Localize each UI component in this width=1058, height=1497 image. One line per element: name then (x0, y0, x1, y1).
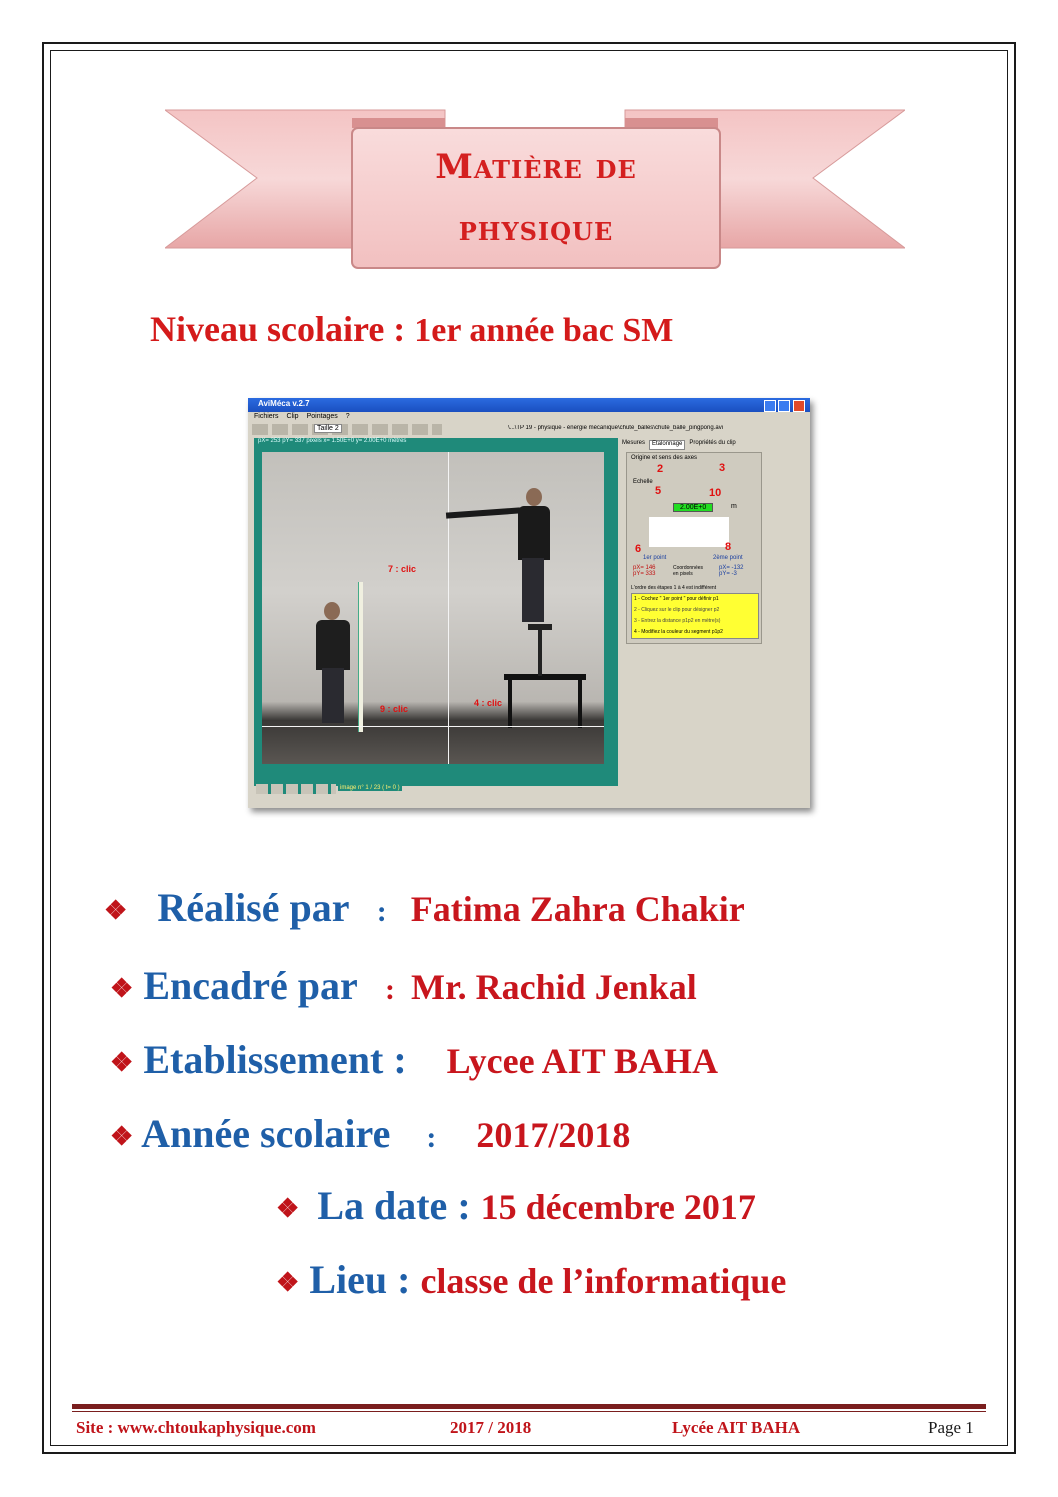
lieu-line (276, 1256, 786, 1303)
etab-label: Etablissement : (143, 1037, 407, 1082)
banner-line2: physique (458, 209, 614, 249)
niveau-line (150, 308, 673, 350)
tab-proprietes: Propriétés du clip (689, 440, 736, 446)
scale-label: Echelle (633, 479, 653, 485)
annotation-5: 5 (655, 485, 662, 497)
encadre-label: Encadré par (143, 963, 358, 1008)
clip-path: \...\TP 19 - physique - énergie mécanique\chute_balles\chute_balle_pingpong.avi (508, 425, 724, 431)
size-selector: Taille 2 (314, 424, 342, 433)
step-3: 3 - Entrez la distance p1p2 en mètre(s) (634, 618, 721, 624)
avimeca-screenshot (248, 398, 810, 808)
coord-note: Coordonnées en pixels (673, 565, 704, 577)
annotation-2: 2 (657, 463, 664, 475)
tab-etalonnage: Etalonnage (649, 440, 685, 450)
point1-label: 1er point (643, 555, 667, 561)
date-value: 15 décembre 2017 (480, 1187, 756, 1227)
step-4: 4 - Modifiez la couleur du segment p1p2 (634, 629, 723, 635)
footer-rule-thin (72, 1411, 986, 1412)
encadre-line (110, 962, 697, 1009)
menu-pointages: Pointages (306, 413, 338, 420)
diamond-bullet-icon: ❖ (110, 1122, 134, 1151)
annee-sep: : (426, 1121, 437, 1154)
scale-diagram (649, 517, 729, 547)
coords-bar (254, 438, 618, 446)
annee-value: 2017/2018 (476, 1115, 631, 1155)
menu-bar (254, 413, 350, 423)
floor-line (262, 726, 604, 727)
coords-readout: pX= 253 pY= 337 pixels x= 1.50E+0 y= 2.00E+0 mètres (258, 438, 407, 444)
diamond-bullet-icon: ❖ (276, 1268, 300, 1297)
banner-line1: Matière de (435, 147, 637, 187)
footer-rule (72, 1404, 986, 1409)
video-image (262, 452, 604, 764)
etab-line (110, 1036, 718, 1083)
steps-title: L'ordre des étapes 1 à 4 est indifférent (631, 585, 717, 591)
step-1: 1 - Cochez " 1er point " pour définir p1 (634, 596, 719, 602)
diamond-bullet-icon: ❖ (276, 1194, 300, 1223)
window-title: AviMéca v.2.7 (258, 399, 310, 408)
tab-mesures: Mesures (622, 440, 646, 446)
vertical-guide (448, 452, 449, 764)
date-label: La date : (317, 1183, 471, 1228)
diamond-bullet-icon: ❖ (104, 896, 128, 925)
measuring-stick (358, 582, 363, 732)
calibration-panel (626, 452, 762, 644)
annee-line (110, 1110, 630, 1157)
playback-controls (256, 784, 336, 794)
point2-label: 2ème point (713, 555, 743, 561)
p2-coords: pX= -132 pY= -3 (719, 565, 744, 577)
window-titlebar (248, 398, 810, 412)
annotation-6: 6 (635, 543, 642, 555)
minimize-icon (764, 400, 776, 412)
footer-year: 2017 / 2018 (450, 1418, 532, 1437)
steps-box (631, 593, 759, 639)
toolbar (252, 423, 806, 437)
lieu-value: classe de l’informatique (420, 1261, 787, 1301)
footer-school: Lycée AIT BAHA (672, 1418, 801, 1437)
annee-label: Année scolaire (141, 1111, 391, 1156)
lieu-label: Lieu : (309, 1257, 411, 1302)
diamond-bullet-icon: ❖ (110, 1048, 134, 1077)
diamond-bullet-icon: ❖ (110, 974, 134, 1003)
table (504, 674, 586, 680)
encadre-sep: : (385, 973, 396, 1006)
annotation-clic4: 4 : clic (474, 698, 503, 708)
realise-label: Réalisé par (157, 885, 349, 930)
date-line (276, 1182, 756, 1229)
origin-label: Origine et sens des axes (631, 455, 698, 461)
banner-title (352, 128, 720, 268)
footer-page: Page 1 (928, 1418, 974, 1437)
niveau-label: Niveau scolaire : (150, 309, 406, 349)
annotation-clic7: 7 : clic (388, 564, 417, 574)
annotation-10: 10 (709, 487, 722, 499)
annotation-clic9: 9 : clic (380, 704, 409, 714)
step-2: 2 - Cliquez sur le clip pour désigner p2 (634, 607, 720, 613)
footer-site: Site : www.chtoukaphysique.com (76, 1418, 316, 1437)
side-panel (622, 440, 806, 796)
menu-fichiers: Fichiers (254, 413, 279, 420)
maximize-icon (778, 400, 790, 412)
realise-value: Fatima Zahra Chakir (410, 889, 745, 929)
annotation-8: 8 (725, 541, 732, 553)
menu-clip: Clip (286, 413, 299, 420)
niveau-value: 1er année bac SM (414, 312, 674, 349)
encadre-value: Mr. Rachid Jenkal (411, 967, 697, 1007)
scale-unit: m (731, 503, 737, 510)
scale-value: 2.00E+0 (673, 503, 713, 512)
menu-help: ? (345, 413, 350, 420)
person-right (510, 488, 562, 624)
etab-value: Lycee AIT BAHA (446, 1041, 718, 1081)
p1-coords: pX= 146 pY= 333 (633, 565, 656, 577)
close-icon (793, 400, 805, 412)
frame-status: image n° 1 / 23 ( t= 0 ) (340, 785, 400, 791)
realise-sep: : (376, 895, 387, 928)
person-left (314, 602, 352, 727)
toolbar-icons (252, 424, 442, 435)
tab-bar (622, 440, 806, 450)
annotation-3: 3 (719, 462, 726, 474)
realise-line (104, 884, 745, 931)
